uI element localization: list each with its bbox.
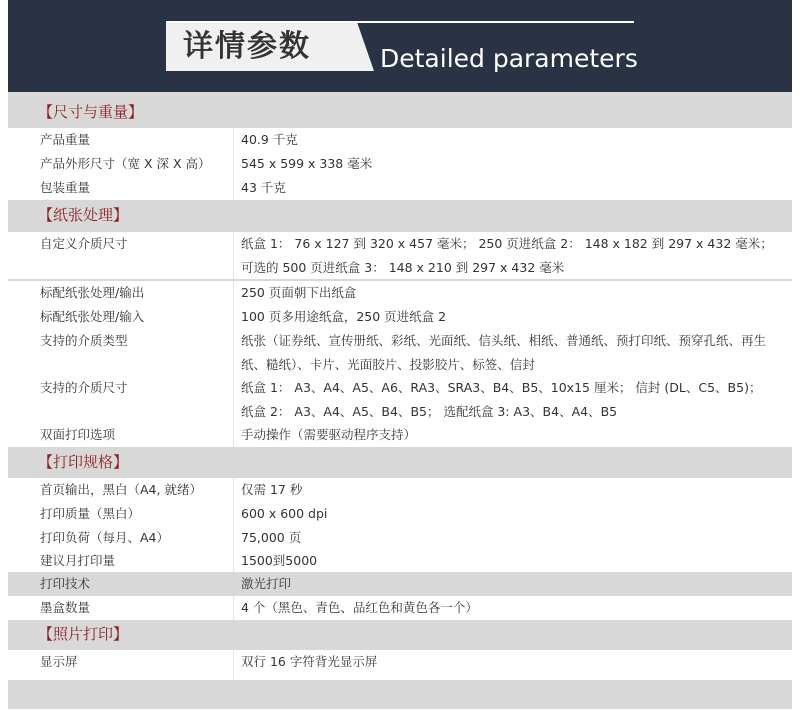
table-row (8, 176, 792, 200)
row-label: 支持的介质尺寸 (40, 380, 128, 395)
row-value: 600 x 600 dpi (241, 506, 328, 521)
section-header-photo-printing (8, 620, 792, 650)
row-value: 545 x 599 x 338 毫米 (241, 156, 373, 171)
banner-title-cn: 详情参数 (183, 29, 311, 64)
row-value: 40.9 千克 (241, 132, 298, 147)
row-value: 双行 16 字符背光显示屏 (241, 654, 378, 669)
section-title: 【尺寸与重量】 (38, 103, 144, 121)
row-value: 激光打印 (241, 576, 292, 591)
table-row (8, 478, 792, 502)
table-row (8, 596, 792, 620)
row-label: 标配纸张处理/输入 (40, 309, 145, 324)
table-row (8, 128, 792, 152)
section-header-size-weight (8, 98, 792, 126)
row-label: 包装重量 (40, 180, 91, 195)
table-row (8, 376, 792, 423)
parameter-table (8, 92, 792, 710)
row-value: 仅需 17 秒 (241, 482, 303, 497)
row-value: 纸盒 1： 76 x 127 到 320 x 457 毫米； 250 页进纸盒 2： 148 x 182 到 297 x 432 毫米； 可选的 500 页进纸盒 3： 148 x 210 到 297 x 432 毫米 (241, 236, 773, 275)
table-row (8, 572, 792, 596)
row-label: 产品重量 (40, 132, 91, 147)
row-label: 自定义介质尺寸 (40, 236, 128, 251)
header-banner (8, 0, 792, 92)
section-title: 【纸张处理】 (38, 206, 129, 224)
row-label: 墨盒数量 (40, 600, 91, 615)
row-label: 产品外形尺寸（宽 X 深 X 高） (40, 156, 211, 171)
banner-title-en: Detailed parameters (380, 44, 638, 73)
row-value: 43 千克 (241, 180, 286, 195)
row-label: 建议月打印量 (40, 553, 116, 568)
table-row (8, 549, 792, 572)
table-row (8, 423, 792, 447)
table-row (8, 526, 792, 550)
row-label: 支持的介质类型 (40, 333, 128, 348)
row-value: 100 页多用途纸盒，250 页进纸盒 2 (241, 309, 447, 324)
row-label: 显示屏 (40, 654, 78, 669)
section-title: 【照片打印】 (38, 625, 129, 643)
table-row (8, 502, 792, 526)
row-label: 双面打印选项 (40, 427, 116, 442)
row-label: 首页输出，黑白（A4, 就绪） (40, 482, 202, 497)
row-label: 打印技术 (40, 576, 91, 591)
table-row (8, 650, 792, 680)
row-value: 75,000 页 (241, 530, 302, 545)
row-value: 纸盒 1： A3、A4、A5、A6、RA3、SRA3、B4、B5、10x15 厘米； 信封 (DL、C5、B5)； 纸盒 2： A3、A4、A5、B4、B5； 选配纸盒 3: A3、B4、A4、B5 (241, 380, 762, 419)
table-row (8, 281, 792, 305)
section-header-print-specs (8, 448, 792, 476)
section-header-paper-handling (8, 201, 792, 229)
row-value: 纸张（证券纸、宣传册纸、彩纸、光面纸、信头纸、相纸、普通纸、预打印纸、预穿孔纸、再生纸、糙纸）、卡片、光面胶片、投影胶片、标签、信封 (241, 333, 767, 372)
row-value: 1500到5000 (241, 553, 318, 568)
table-row (8, 152, 792, 176)
row-value: 手动操作（需要驱动程序支持） (241, 427, 417, 442)
table-row (8, 305, 792, 329)
row-value: 250 页面朝下出纸盒 (241, 285, 357, 300)
section-title: 【打印规格】 (38, 453, 129, 471)
row-label: 打印质量（黑白） (40, 506, 141, 521)
row-label: 标配纸张处理/输出 (40, 285, 145, 300)
table-row (8, 232, 792, 279)
table-row (8, 329, 792, 376)
row-label: 打印负荷（每月、A4） (40, 530, 170, 545)
row-value: 4 个（黑色、青色、品红色和黄色各一个） (241, 600, 478, 615)
